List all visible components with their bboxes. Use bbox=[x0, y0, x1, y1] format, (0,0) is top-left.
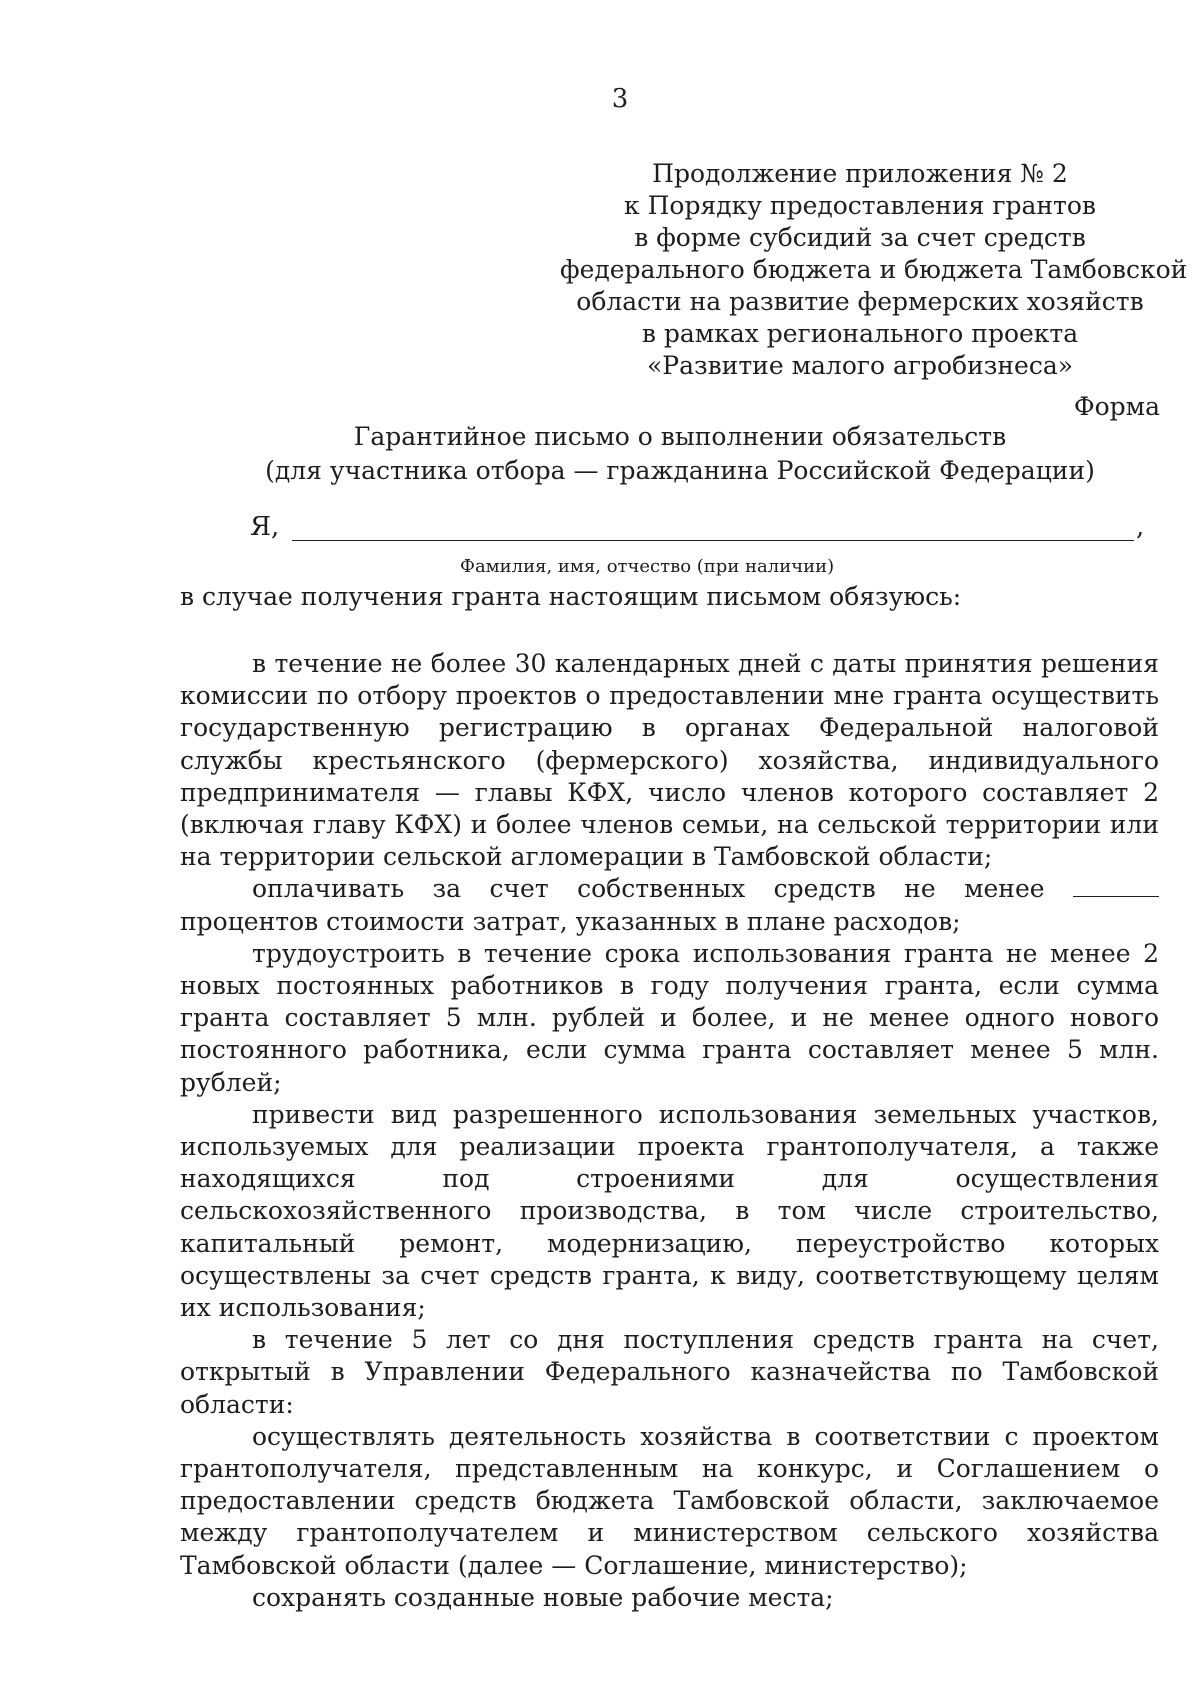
paragraph-employment: трудоустроить в течение срока использования гранта не менее 2 новых постоянных работников в году получения гранта, если сумма гранта составляет 5 млн. рублей и более, и не менее одного нового постоянного работника, если сумма гранта составляет менее 5 млн. рублей; bbox=[180, 938, 1159, 1097]
name-field-caption: Фамилия, имя, отчество (при наличии) bbox=[460, 556, 835, 577]
paragraph-activity: осуществлять деятельность хозяйства в соответствии с проектом грантополучателя, представленным на конкурс, и Соглашением о предоставлении средств бюджета Тамбовской области, заключаемое между грантополучателем и министерством сельского хозяйства Тамбовской области (далее — Соглашение, министерство); bbox=[180, 1421, 1159, 1580]
intro-text: в случае получения гранта настоящим письмом обязуюсь: bbox=[180, 582, 962, 611]
appendix-line: «Развитие малого агробизнеса» bbox=[646, 351, 1074, 380]
own-funds-text-before: оплачивать за счет собственных средств не менее bbox=[252, 874, 1045, 904]
form-label: Форма bbox=[1073, 392, 1160, 421]
paragraph-jobs: сохранять созданные новые рабочие места; bbox=[252, 1582, 834, 1612]
paragraph-registration: в течение не более 30 календарных дней с даты принятия решения комиссии по отбору проектов о предоставлении мне гранта осуществить государственную регистрацию в органах Федеральной налоговой службы крестьянского (фермерского) хозяйства, индивидуального предпринимателя — главы КФХ, число членов которого составляет 2 (включая главу КФХ) и более членов семьи, на сельской территории или на территории сельской агломерации в Тамбовской области; bbox=[180, 649, 1159, 872]
document-title bbox=[180, 420, 1180, 488]
appendix-line: федерального бюджета и бюджета Тамбовской bbox=[560, 255, 1188, 284]
paragraph-five-years: в течение 5 лет со дня поступления средств гранта на счет, открытый в Управлении Федерального казначейства по Тамбовской области: bbox=[180, 1325, 1159, 1419]
appendix-line: к Порядку предоставления грантов bbox=[624, 191, 1096, 220]
appendix-header bbox=[560, 158, 1188, 382]
name-prefix: Я, bbox=[250, 512, 280, 542]
appendix-line: Продолжение приложения № 2 bbox=[652, 159, 1068, 188]
document-body bbox=[180, 648, 1159, 1614]
name-fill-line bbox=[250, 512, 1150, 548]
title-line-2: (для участника отбора — гражданина Российской Федерации) bbox=[265, 456, 1095, 485]
name-suffix: , bbox=[1136, 512, 1145, 542]
appendix-line: в рамках регионального проекта bbox=[641, 319, 1079, 348]
own-funds-text-after: процентов стоимости затрат, указанных в плане расходов; bbox=[180, 906, 961, 936]
paragraph-land-use: привести вид разрешенного использования земельных участков, используемых для реализации проекта грантополучателя, а также находящихся под строениями для осуществления сельскохозяйственного производства, в том числе строительство, капитальный ремонт, модернизацию, переустройство которых осуществлены за счет средств гранта, к виду, соответствующему целям их использования; bbox=[180, 1099, 1159, 1323]
page-number: 3 bbox=[611, 84, 629, 114]
name-blank-field[interactable] bbox=[292, 540, 1134, 541]
appendix-line: области на развитие фермерских хозяйств bbox=[576, 287, 1144, 316]
title-line-1: Гарантийное письмо о выполнении обязательств bbox=[353, 422, 1007, 451]
paragraph-own-funds bbox=[180, 873, 1159, 937]
percent-blank-field[interactable] bbox=[1073, 876, 1159, 897]
appendix-line: в форме субсидий за счет средств bbox=[634, 223, 1086, 252]
